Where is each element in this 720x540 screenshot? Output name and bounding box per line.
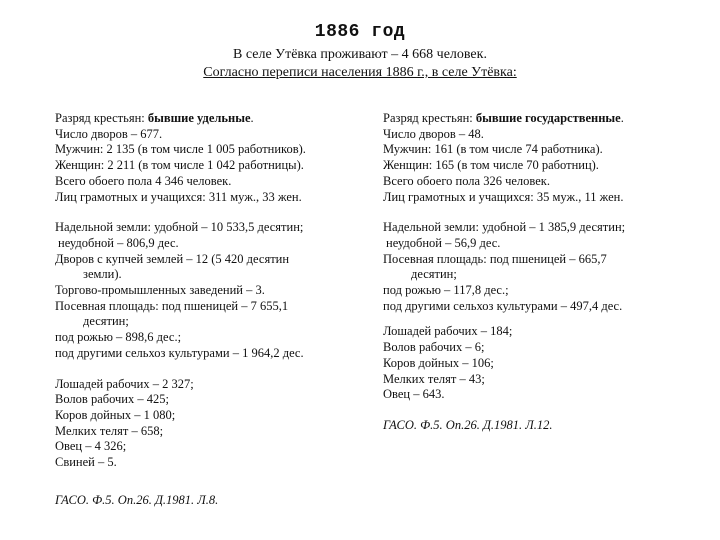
right-literate: Лиц грамотных и учащихся: 35 муж., 11 жен.	[383, 189, 624, 204]
left-archive-source: ГАСО. Ф.5. Оп.26. Д.1981. Л.8.	[55, 492, 219, 507]
spacer	[383, 205, 683, 220]
population-summary: В селе Утёвка проживают – 4 668 человек.	[233, 47, 487, 62]
left-category-value: бывшие удельные	[147, 111, 251, 125]
left-total: Всего обоего пола 4 346 человек.	[55, 173, 232, 188]
page-title: 1886 год	[314, 22, 406, 42]
right-households: Число дворов – 48.	[383, 126, 484, 141]
left-rye: под рожью – 898,6 дес.;	[55, 330, 182, 345]
right-total: Всего обоего пола 326 человек.	[383, 173, 550, 188]
left-calves: Мелких телят – 658;	[55, 423, 164, 438]
left-households: Число дворов – 677.	[55, 126, 163, 141]
left-literate: Лиц грамотных и учащихся: 311 муж., 33 жен.	[55, 189, 302, 204]
left-oxen: Волов рабочих – 425;	[55, 392, 169, 407]
left-sown-area: Посевная площадь: под пшеницей – 7 655,1	[55, 298, 289, 313]
spacer	[55, 205, 355, 220]
spacer	[383, 403, 683, 418]
left-column-appanage-peasants	[55, 111, 355, 508]
right-horses: Лошадей рабочих – 184;	[383, 324, 513, 339]
right-calves: Мелких телят – 43;	[383, 371, 485, 386]
right-category: Разряд крестьян: бывшие государственные.	[383, 111, 624, 125]
right-women: Женщин: 165 (в том числе 70 работниц).	[383, 158, 599, 173]
spacer	[55, 362, 355, 377]
left-sown-area-cont: десятин;	[83, 314, 129, 329]
left-cows: Коров дойных – 1 080;	[55, 407, 176, 422]
left-sheep: Овец – 4 326;	[55, 439, 127, 454]
census-heading: Согласно переписи населения 1886 г., в селе Утёвка:	[203, 65, 517, 80]
right-oxen: Волов рабочих – 6;	[383, 340, 485, 355]
right-men: Мужчин: 161 (в том числе 74 работника).	[383, 142, 603, 157]
left-bought-land-cont: земли).	[83, 267, 122, 282]
left-category: Разряд крестьян: бывшие удельные.	[55, 111, 254, 125]
left-pigs: Свиней – 5.	[55, 455, 117, 470]
left-other-crops: под другими сельхоз культурами – 1 964,2 дес.	[55, 345, 304, 360]
left-horses: Лошадей рабочих – 2 327;	[55, 376, 194, 391]
right-rye: под рожью – 117,8 дес.;	[383, 283, 509, 298]
right-cows: Коров дойных – 106;	[383, 355, 494, 370]
right-other-crops: под другими сельхоз культурами – 497,4 дес.	[383, 298, 623, 313]
left-women: Женщин: 2 211 (в том числе 1 042 работницы).	[55, 158, 304, 173]
right-land-allotment: Надельной земли: удобной – 1 385,9 десятин;	[383, 220, 626, 235]
right-land-unusable: неудобной – 56,9 дес.	[386, 235, 501, 250]
left-bought-land: Дворов с купчей землей – 12 (5 420 десятин	[55, 251, 290, 266]
spacer	[55, 471, 355, 493]
right-column-state-peasants	[383, 111, 683, 434]
right-category-value: бывшие государственные	[475, 111, 621, 125]
left-land-allotment: Надельной земли: удобной – 10 533,5 десятин;	[55, 220, 304, 235]
left-men: Мужчин: 2 135 (в том числе 1 005 работников).	[55, 142, 306, 157]
left-trade: Торгово-промышленных заведений – 3.	[55, 283, 265, 298]
spacer	[383, 314, 683, 324]
right-sown-area-cont: десятин;	[411, 267, 457, 282]
right-archive-source: ГАСО. Ф.5. Оп.26. Д.1981. Л.12.	[383, 417, 553, 432]
right-sheep: Овец – 643.	[383, 387, 445, 402]
right-sown-area: Посевная площадь: под пшеницей – 665,7	[383, 251, 607, 266]
left-land-unusable: неудобной – 806,9 дес.	[58, 235, 179, 250]
